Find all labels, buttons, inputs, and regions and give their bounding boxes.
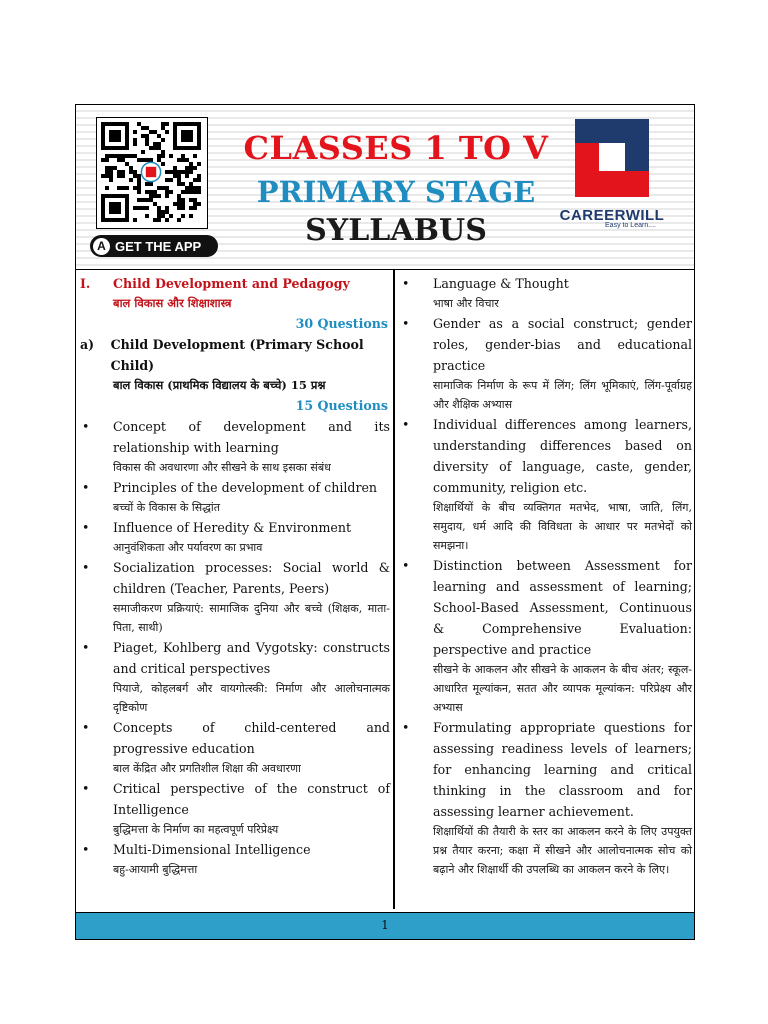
topic-english: Language & Thought <box>433 276 569 291</box>
subsection-title-hindi: बाल विकास (प्राथमिक विद्यालय के बच्चे) 15 प्रश्न <box>113 378 326 392</box>
list-item-body <box>113 637 390 717</box>
topic-hindi: बच्चों के विकास के सिद्धांत <box>113 501 221 514</box>
list-item-body <box>113 557 390 637</box>
topic-english: Concept of development and its relationship with learning <box>113 419 390 455</box>
list-item <box>80 557 390 637</box>
bullet-icon: • <box>402 417 410 432</box>
topic-hindi: पियाजे, कोहलबर्ग और वायगोत्स्की: निर्माण और आलोचनात्मक दृष्टिकोण <box>113 682 390 714</box>
title-block <box>236 115 556 248</box>
section-title: Child Development and Pedagogy <box>113 276 350 291</box>
topic-english: Multi-Dimensional Intelligence <box>113 842 311 857</box>
section-heading <box>80 273 390 294</box>
page-number: 1 <box>381 918 389 932</box>
list-item-body <box>433 555 692 717</box>
list-item-body <box>113 778 390 839</box>
bullet-icon: • <box>82 781 90 796</box>
qr-block <box>90 117 210 257</box>
bullet-icon: • <box>402 316 410 331</box>
footer-bar <box>76 912 694 939</box>
list-item <box>400 313 692 414</box>
title-stage: PRIMARY STAGE <box>256 175 536 209</box>
left-column <box>80 273 390 909</box>
list-item-body <box>433 273 692 313</box>
list-item <box>400 555 692 717</box>
topic-hindi: भाषा और विचार <box>433 297 499 310</box>
bullet-icon: • <box>82 560 90 575</box>
topic-hindi: बाल केंद्रित और प्रगतिशील शिक्षा की अवधारणा <box>113 762 301 775</box>
topic-english: Principles of the development of children <box>113 480 378 495</box>
bullet-icon: • <box>402 276 410 291</box>
list-item-body <box>113 717 390 778</box>
list-item-body <box>113 517 390 557</box>
list-item-body <box>433 717 692 879</box>
list-item <box>80 839 390 879</box>
section-number: I. <box>80 276 91 291</box>
list-item-body <box>113 416 390 477</box>
list-item-body <box>113 839 390 879</box>
topic-english: Piaget, Kohlberg and Vygotsky: constructs and critical perspectives <box>113 640 390 676</box>
bullet-icon: • <box>82 419 90 434</box>
page-frame <box>75 104 695 940</box>
list-item-body <box>433 313 692 414</box>
topic-hindi: सीखने के आकलन और सीखने के आकलन के बीच अंतर; स्कूल-आधारित मूल्यांकन, सतत और व्यापक मूल्यांकन: परिप्रेक्ष्य और अभ्यास <box>433 663 692 714</box>
list-item <box>400 717 692 879</box>
get-the-app-label: GET THE APP <box>115 238 202 254</box>
bullet-icon: • <box>82 520 90 535</box>
topic-hindi: समाजीकरण प्रक्रियाएं: सामाजिक दुनिया और बच्चे (शिक्षक, माता-पिता, साथी) <box>113 602 390 634</box>
right-topic-list <box>400 273 692 879</box>
bullet-icon: • <box>82 842 90 857</box>
section-title-hindi: बाल विकास और शिक्षाशास्त्र <box>113 296 232 310</box>
topic-english: Formulating appropriate questions for assessing readiness levels of learners; for enhancing learning and critical thinking in the classroom and for assessing learner achievement. <box>433 720 692 819</box>
topic-hindi: शिक्षार्थियों के बीच व्यक्तिगत मतभेद, भाषा, जाति, लिंग, समुदाय, धर्म आदि की विविधता के आधार पर मतभेदों को समझना। <box>433 501 692 552</box>
topic-english: Individual differences among learners, understanding differences based on diversity of language, caste, gender, community, religion etc. <box>433 417 692 495</box>
list-item <box>80 637 390 717</box>
topic-english: Socialization processes: Social world & children (Teacher, Parents, Peers) <box>113 560 390 596</box>
logo-wordmark: CAREERWILL <box>559 207 665 224</box>
left-topic-list <box>80 416 390 879</box>
list-item <box>400 414 692 555</box>
right-column <box>400 273 692 909</box>
topic-english: Gender as a social construct; gender roles, gender-bias and educational practice <box>433 316 692 373</box>
title-classes: CLASSES 1 TO V <box>243 129 549 167</box>
topic-english: Influence of Heredity & Environment <box>113 520 352 535</box>
bullet-icon: • <box>82 480 90 495</box>
topic-hindi: बुद्धिमत्ता के निर्माण का महत्वपूर्ण परिप्रेक्ष्य <box>113 823 279 836</box>
careerwill-logo-icon <box>567 115 657 201</box>
topic-hindi: आनुवंशिकता और पर्यावरण का प्रभाव <box>113 541 263 554</box>
qr-code[interactable] <box>96 117 208 229</box>
list-item <box>80 416 390 477</box>
subsection-title: Child Development (Primary School Child) <box>110 337 364 373</box>
subsection-number: a) <box>80 337 95 352</box>
list-item <box>400 273 692 313</box>
topic-hindi: विकास की अवधारणा और सीखने के साथ इसका संबंध <box>113 461 331 474</box>
list-item <box>80 778 390 839</box>
list-item <box>80 477 390 517</box>
bullet-icon: • <box>402 720 410 735</box>
list-item-body <box>433 414 692 555</box>
topic-english: Concepts of child-centered and progressive education <box>113 720 390 756</box>
bullet-icon: • <box>82 640 90 655</box>
topic-hindi: शिक्षार्थियों की तैयारी के स्तर का आकलन करने के लिए उपयुक्त प्रश्न तैयार करना; कक्षा में सीखने और आलोचनात्मक सोच को बढ़ाने और शिक्षार्थी की उपलब्धि का आकलन करने के लिए। <box>433 825 692 876</box>
topic-hindi: सामाजिक निर्माण के रूप में लिंग; लिंग भूमिकाएं, लिंग-पूर्वाग्रह और शैक्षिक अभ्यास <box>433 379 692 411</box>
qr-code-pattern <box>101 122 203 224</box>
careerwill-logo <box>548 115 676 239</box>
bullet-icon: • <box>402 558 410 573</box>
bullet-icon: • <box>82 720 90 735</box>
column-divider <box>393 269 395 909</box>
topic-english: Critical perspective of the construct of Intelligence <box>113 781 390 817</box>
get-the-app-button[interactable] <box>90 235 218 257</box>
list-item <box>80 517 390 557</box>
logo-tagline: Easy to Learn.... <box>605 222 656 229</box>
topic-english: Distinction between Assessment for learning and assessment of learning; School-Based Assessment, Continuous & Comprehensive Evaluation: perspective and practice <box>433 558 692 657</box>
topic-hindi: बहु-आयामी बुद्धिमत्ता <box>113 863 198 876</box>
header-banner <box>76 105 694 270</box>
list-item <box>80 717 390 778</box>
app-icon: A <box>93 238 110 255</box>
subsection-heading <box>80 334 390 376</box>
section-question-count: 30 Questions <box>295 316 388 331</box>
list-item-body <box>113 477 390 517</box>
title-syllabus: SYLLABUS <box>305 213 487 248</box>
subsection-question-count: 15 Questions <box>295 398 388 413</box>
